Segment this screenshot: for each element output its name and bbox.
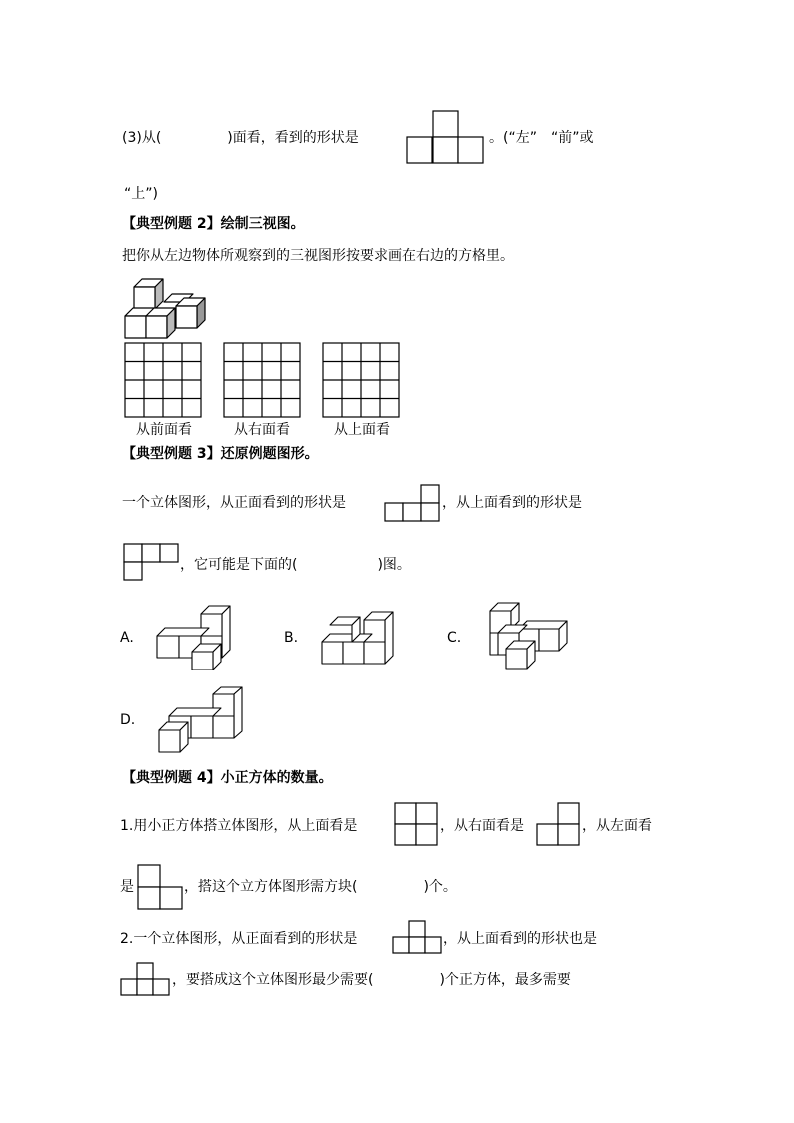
q3-text-mid: )面看，看到的形状是 bbox=[227, 130, 359, 146]
ex4-q2-a: 2.一个立体图形，从正面看到的形状是 bbox=[120, 931, 358, 947]
ex4-q1-left-view bbox=[137, 864, 183, 910]
ex4-q1-b: ，从右面看是 bbox=[440, 818, 524, 834]
option-d-label: D. bbox=[120, 712, 136, 728]
ex2-instruction: 把你从左边物体所观察到的三视图形按要求画在右边的方格里。 bbox=[122, 248, 514, 264]
ex4-q2-c: ，要搭成这个立体图形最少需要( bbox=[172, 972, 374, 988]
q3-shape-figure bbox=[406, 110, 484, 164]
ex4-q1-e: ，搭这个立方体图形需方块( bbox=[184, 879, 358, 895]
ex2-title: 【典型例题 2】绘制三视图。 bbox=[122, 216, 305, 232]
ex2-grid-top[interactable] bbox=[322, 342, 400, 418]
q3-text-before: (3)从( bbox=[122, 130, 162, 146]
ex2-cube-figure bbox=[120, 276, 212, 340]
ex4-q2-b: ，从上面看到的形状也是 bbox=[443, 931, 597, 947]
ex3-title: 【典型例题 3】还原例题图形。 bbox=[122, 446, 319, 462]
ex2-grid-right[interactable] bbox=[223, 342, 301, 418]
ex4-q1-a: 1.用小正方体搭立体图形，从上面看是 bbox=[120, 818, 358, 834]
ex3-top-view-shape bbox=[123, 543, 179, 581]
ex4-title: 【典型例题 4】小正方体的数量。 bbox=[122, 770, 333, 786]
ex4-q1-line2 bbox=[184, 877, 457, 897]
ex3-line2 bbox=[180, 555, 411, 575]
caption-right: 从右面看 bbox=[234, 422, 290, 438]
ex4-q2-line2 bbox=[172, 970, 571, 990]
ex4-q1-f: )个。 bbox=[423, 879, 457, 895]
ex4-q2-top-view bbox=[120, 962, 170, 996]
ex4-q1-right-view bbox=[536, 802, 580, 846]
ex4-q1-top-view bbox=[394, 802, 438, 846]
q3-text-cont: “上”) bbox=[124, 186, 158, 202]
ex3-line2-b: )图。 bbox=[377, 557, 411, 573]
ex2-grid-front[interactable] bbox=[124, 342, 202, 418]
option-c-label: C. bbox=[447, 630, 462, 646]
ex3-line1-b: ，从上面看到的形状是 bbox=[442, 495, 582, 511]
ex3-front-view-shape bbox=[384, 484, 440, 522]
caption-front: 从前面看 bbox=[136, 422, 192, 438]
option-a-figure[interactable] bbox=[155, 604, 235, 670]
ex3-line1-a: 一个立体图形，从正面看到的形状是 bbox=[122, 495, 346, 511]
option-c-figure[interactable] bbox=[488, 601, 570, 671]
ex4-q1-c: ，从左面看 bbox=[582, 818, 652, 834]
ex4-q1-d: 是 bbox=[120, 879, 134, 895]
ex3-line2-a: ，它可能是下面的( bbox=[180, 557, 298, 573]
option-b-label: B. bbox=[284, 630, 299, 646]
option-a-label: A. bbox=[120, 630, 134, 646]
ex4-q2-front-view bbox=[392, 920, 442, 954]
option-b-figure[interactable] bbox=[320, 608, 396, 666]
ex4-q2-d: )个正方体，最多需要 bbox=[439, 972, 571, 988]
q3-text-after: 。(“左” “前”或 bbox=[489, 130, 594, 146]
option-d-figure[interactable] bbox=[157, 686, 245, 754]
q3-line1 bbox=[122, 128, 359, 148]
caption-top: 从上面看 bbox=[334, 422, 390, 438]
